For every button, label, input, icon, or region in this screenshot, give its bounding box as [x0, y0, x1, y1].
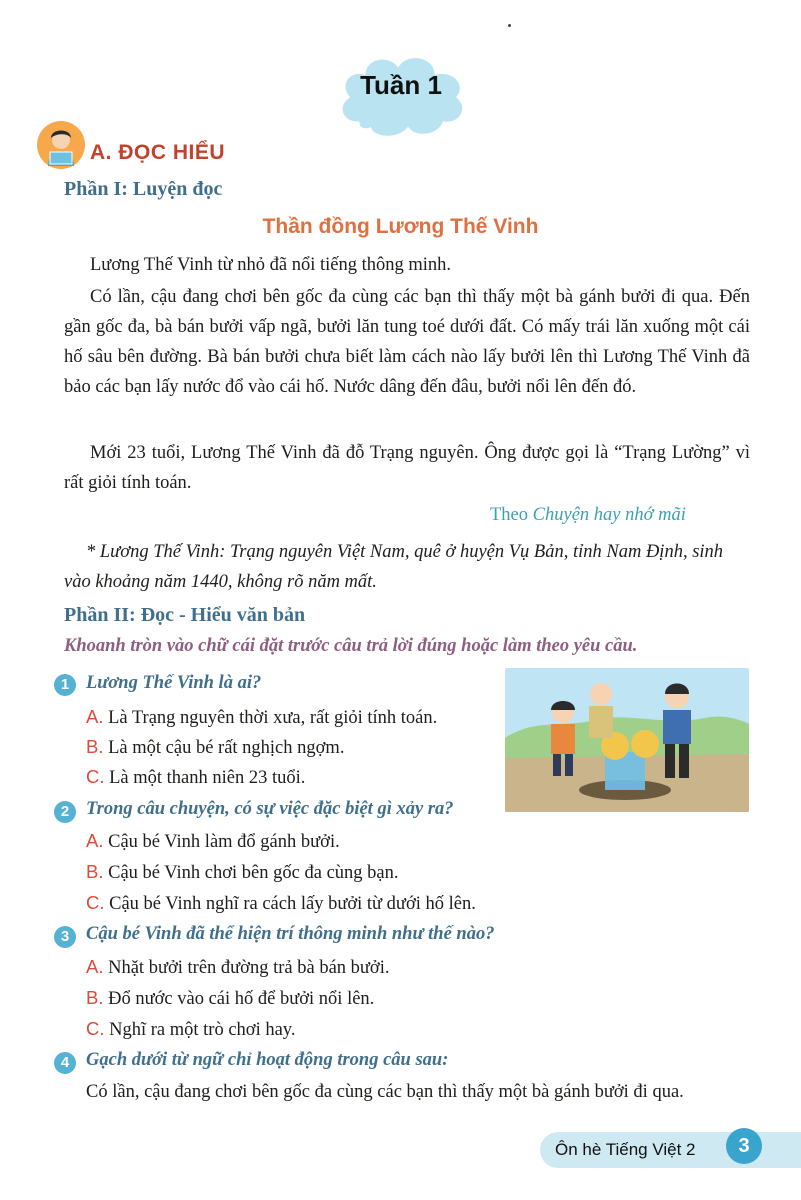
- kids-pouring-water-illustration: [505, 668, 749, 812]
- q3-option-c[interactable]: C. Nghĩ ra một trò chơi hay.: [86, 1018, 296, 1040]
- q2-option-b[interactable]: B. Cậu bé Vinh chơi bên gốc đa cùng bạn.: [86, 861, 399, 883]
- question-3-text: Cậu bé Vinh đã thể hiện trí thông minh như thế nào?: [86, 924, 495, 944]
- q1-option-a[interactable]: A. Là Trạng nguyên thời xưa, rất giỏi tính toán.: [86, 706, 438, 728]
- question-2-badge: 2: [54, 801, 76, 823]
- footnote: * Lương Thế Vinh: Trạng nguyên Việt Nam, quê ở huyện Vụ Bản, tỉnh Nam Định, sinh vào khoảng năm 1440, không rõ năm mất.: [64, 542, 724, 592]
- question-4-text: Gạch dưới từ ngữ chỉ hoạt động trong câu sau:: [86, 1050, 449, 1070]
- question-3-badge: 3: [54, 926, 76, 948]
- speck: [508, 24, 511, 27]
- q1-option-c[interactable]: C. Là một thanh niên 23 tuổi.: [86, 766, 306, 788]
- instruction: Khoanh tròn vào chữ cái đặt trước câu trả lời đúng hoặc làm theo yêu cầu.: [64, 636, 638, 656]
- question-4-badge: 4: [54, 1052, 76, 1074]
- question-1-badge: 1: [54, 674, 76, 696]
- q4-sentence[interactable]: Có lần, cậu đang chơi bên gốc đa cùng các bạn thì thấy một bà gánh bưởi đi qua.: [86, 1082, 684, 1102]
- q3-option-a[interactable]: A. Nhặt bưởi trên đường trả bà bán bưởi.: [86, 956, 390, 978]
- story-source: Theo Chuyện hay nhớ mãi: [490, 505, 686, 525]
- student-reading-icon: [36, 120, 86, 170]
- q2-option-a[interactable]: A. Cậu bé Vinh làm đổ gánh bưởi.: [86, 830, 340, 852]
- question-2-text: Trong câu chuyện, có sự việc đặc biệt gì xảy ra?: [86, 799, 454, 819]
- q1-option-b[interactable]: B. Là một cậu bé rất nghịch ngợm.: [86, 736, 345, 758]
- q3-option-b[interactable]: B. Đổ nước vào cái hố để bưởi nổi lên.: [86, 987, 375, 1009]
- page-number: 3: [726, 1128, 762, 1164]
- section-title: A. ĐỌC HIỂU: [90, 141, 226, 164]
- footer-book-title: Ôn hè Tiếng Việt 2: [555, 1140, 696, 1159]
- story-title: Thần đồng Lương Thế Vinh: [262, 215, 539, 238]
- q2-option-c[interactable]: C. Cậu bé Vinh nghĩ ra cách lấy bưởi từ dưới hố lên.: [86, 892, 476, 914]
- part2-title: Phần II: Đọc - Hiểu văn bản: [64, 604, 306, 626]
- story-paragraph-3: Mới 23 tuổi, Lương Thế Vinh đã đỗ Trạng nguyên. Ông được gọi là “Trạng Lường” vì rất giỏi tính toán.: [64, 443, 750, 493]
- week-title: Tuần 1: [360, 70, 442, 100]
- story-paragraph-1: Lương Thế Vinh từ nhỏ đã nổi tiếng thông minh.: [90, 255, 452, 275]
- part1-title: Phần I: Luyện đọc: [64, 178, 223, 200]
- question-1-text: Lương Thế Vinh là ai?: [86, 673, 262, 693]
- story-paragraph-2: Có lần, cậu đang chơi bên gốc đa cùng các bạn thì thấy một bà gánh bưởi đi qua. Đến gần gốc đa, bà bán bưởi vấp ngã, bưởi lăn tung toé dưới đất. Có mấy trái lăn xuống một cái hố sâu bên đường. Bà bán bưởi chưa biết làm cách nào lấy bưởi lên thì Lương Thế Vinh đã bảo các bạn lấy nước đổ vào cái hố. Nước dâng đến đâu, bưởi nổi lên đến đó.: [64, 287, 750, 397]
